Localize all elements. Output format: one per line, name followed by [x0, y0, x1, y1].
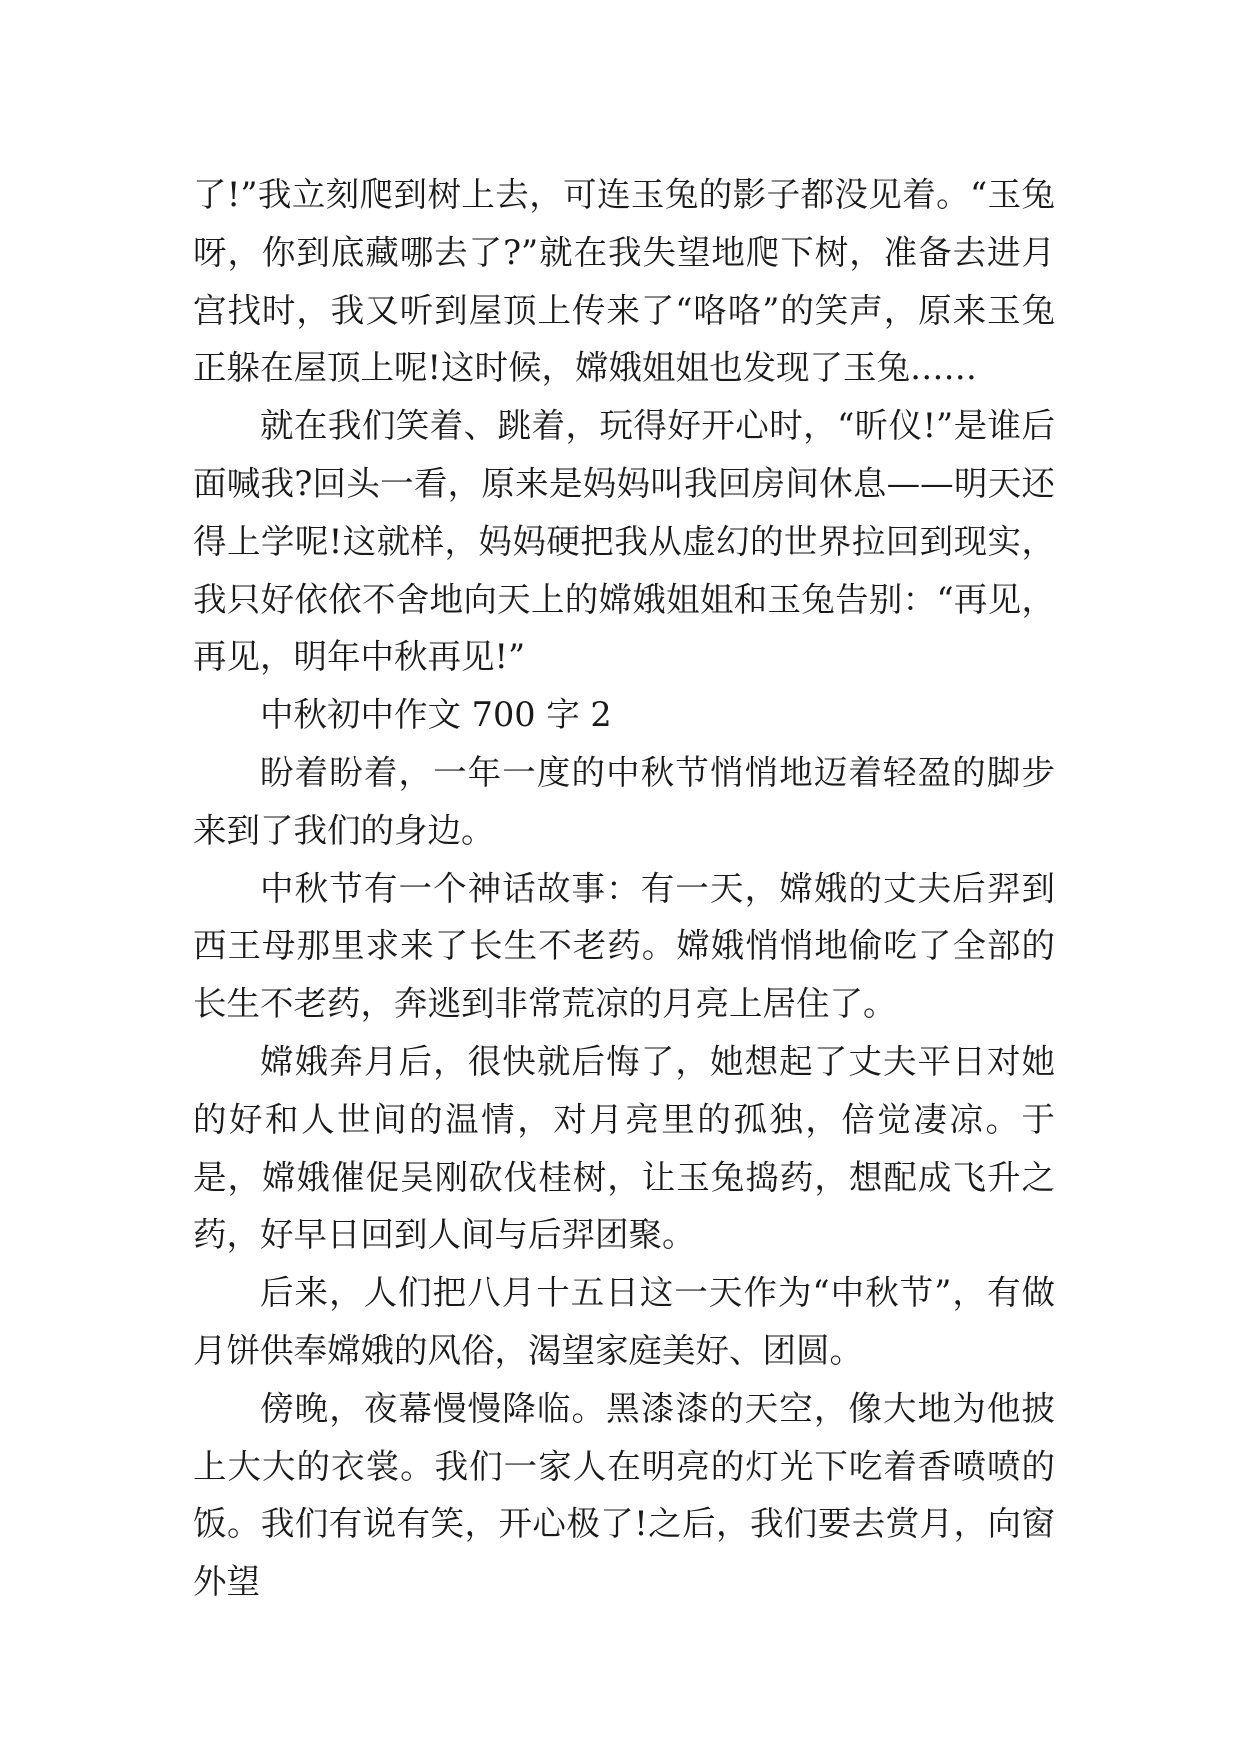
paragraph: 后来，人们把八月十五日这一天作为“中秋节”，有做月饼供奉嫦娥的风俗，渴望家庭美好、团圆。 — [193, 1273, 1055, 1370]
document-body — [193, 166, 1055, 1611]
paragraph: 盼着盼着，一年一度的中秋节悄悄地迈着轻盈的脚步来到了我们的身边。 — [193, 752, 1055, 850]
paragraph: 中秋节有一个神话故事：有一天，嫦娥的丈夫后羿到西王母那里求来了长生不老药。嫦娥悄悄地偷吃了全部的长生不老药，奔逃到非常荒凉的月亮上居住了。 — [193, 868, 1055, 1024]
paragraph: 傍晚，夜幕慢慢降临。黑漆漆的天空，像大地为他披上大大的衣裳。我们一家人在明亮的灯光下吃着香喷喷的饭。我们有说有笑，开心极了!之后，我们要去赏月，向窗外望 — [193, 1388, 1055, 1602]
paragraph: 嫦娥奔月后，很快就后悔了，她想起了丈夫平日对她的好和人世间的温情，对月亮里的孤独，倍觉凄凉。于是，嫦娥催促吴刚砍伐桂树，让玉兔捣药，想配成飞升之药，好早日回到人间与后羿团聚。 — [193, 1041, 1055, 1255]
paragraph: 就在我们笑着、跳着，玩得好开心时，“昕仪!”是谁后面喊我?回头一看，原来是妈妈叫我回房间休息——明天还得上学呢!这就样，妈妈硬把我从虚幻的世界拉回到现实，我只好依依不舍地向天上的嫦娥姐姐和玉兔告别：“再见，再见，明年中秋再见!” — [193, 406, 1055, 677]
paragraph-continued: 了!”我立刻爬到树上去，可连玉兔的影子都没见着。“玉兔呀，你到底藏哪去了?”就在我失望地爬下树，准备去进月宫找时，我又听到屋顶上传来了“咯咯”的笑声，原来玉兔正躲在屋顶上呢!这时候，嫦娥姐姐也发现了玉兔…… — [193, 175, 1055, 388]
section-heading: 中秋初中作文 700 字 2 — [260, 695, 612, 735]
